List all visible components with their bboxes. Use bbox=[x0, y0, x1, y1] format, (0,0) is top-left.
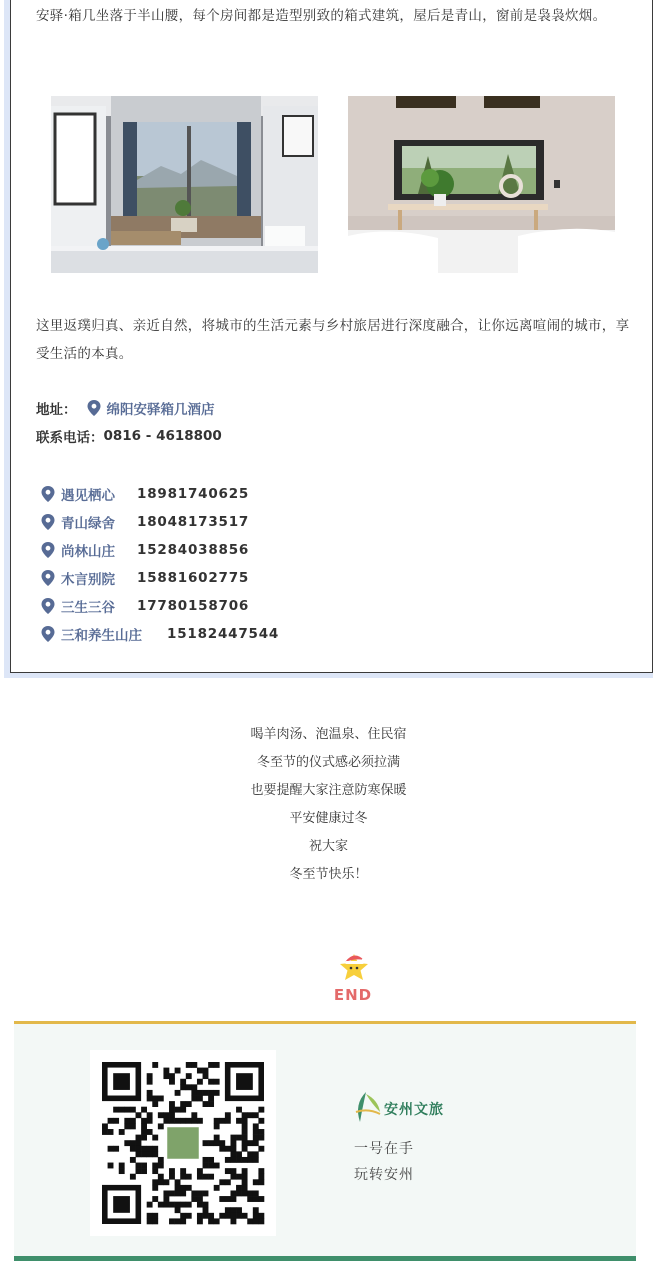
contact-phone[interactable]: 15881602775 bbox=[137, 570, 250, 586]
location-pin-icon bbox=[41, 598, 55, 614]
greeting-poem bbox=[0, 721, 657, 889]
address-line bbox=[36, 398, 215, 418]
phone-number[interactable]: 0816 - 4618800 bbox=[103, 428, 222, 444]
poem-line: 冬至节的仪式感必须拉满 bbox=[256, 755, 400, 770]
contact-row bbox=[41, 480, 249, 508]
contact-phone[interactable]: 15284038856 bbox=[137, 542, 250, 558]
contact-name[interactable]: 木言别院 bbox=[61, 572, 115, 588]
star-santa-hat-icon bbox=[280, 948, 428, 988]
contact-row bbox=[41, 620, 279, 648]
address-link[interactable]: 绵阳安驿箱几酒店 bbox=[106, 402, 215, 418]
slogan-line-1: 一号在手 bbox=[354, 1141, 414, 1157]
room-photo-window[interactable] bbox=[51, 96, 318, 273]
poem-line: 平安健康过冬 bbox=[289, 811, 368, 826]
contact-phone[interactable]: 17780158706 bbox=[137, 598, 250, 614]
end-label: END bbox=[333, 986, 373, 1004]
leaf-logo-icon bbox=[352, 1090, 382, 1128]
contact-row bbox=[41, 536, 249, 564]
phone-line bbox=[36, 426, 222, 446]
contact-phone[interactable]: 18981740625 bbox=[137, 486, 250, 502]
location-pin-icon bbox=[41, 542, 55, 558]
contact-name[interactable]: 三和养生山庄 bbox=[61, 628, 142, 644]
contact-row bbox=[41, 592, 249, 620]
contact-phone[interactable]: 18048173517 bbox=[137, 514, 250, 530]
brand-name: 安州文旅 bbox=[384, 1102, 444, 1118]
location-pin-icon bbox=[41, 514, 55, 530]
qr-code[interactable] bbox=[90, 1050, 276, 1236]
poem-line: 也要提醒大家注意防寒保暖 bbox=[250, 783, 407, 798]
contact-row bbox=[41, 564, 249, 592]
contact-row bbox=[41, 508, 249, 536]
poem-line: 祝大家 bbox=[308, 839, 348, 854]
contact-name[interactable]: 遇见栖心 bbox=[61, 488, 115, 504]
contact-name[interactable]: 尚林山庄 bbox=[61, 544, 115, 560]
location-pin-icon bbox=[41, 570, 55, 586]
poem-line: 喝羊肉汤、泡温泉、住民宿 bbox=[250, 727, 407, 742]
end-marker bbox=[328, 948, 428, 1004]
contact-name[interactable]: 青山绿舍 bbox=[61, 516, 115, 532]
slogan-line-2: 玩转安州 bbox=[354, 1167, 414, 1183]
article-card bbox=[10, 0, 653, 673]
contact-phone[interactable]: 15182447544 bbox=[167, 626, 280, 642]
poem-line: 冬至节快乐！ bbox=[289, 867, 368, 882]
description-paragraph: 这里返璞归真、亲近自然，将城市的生活元素与乡村旅居进行深度融合，让你远离喧闹的城市，享受生活的本真。 bbox=[36, 318, 630, 362]
address-label: 地址： bbox=[36, 402, 77, 418]
location-pin-icon bbox=[41, 486, 55, 502]
location-pin-icon bbox=[41, 626, 55, 642]
contact-name[interactable]: 三生三谷 bbox=[61, 600, 115, 616]
brand-logo bbox=[352, 1090, 444, 1128]
location-pin-icon bbox=[87, 400, 101, 416]
intro-paragraph: 安驿·箱几坐落于半山腰，每个房间都是造型别致的箱式建筑，屋后是青山，窗前是袅袅炊烟。 bbox=[36, 8, 607, 24]
green-divider bbox=[14, 1256, 636, 1261]
room-photo-desk[interactable] bbox=[348, 96, 615, 273]
phone-label: 联系电话： bbox=[36, 430, 104, 446]
